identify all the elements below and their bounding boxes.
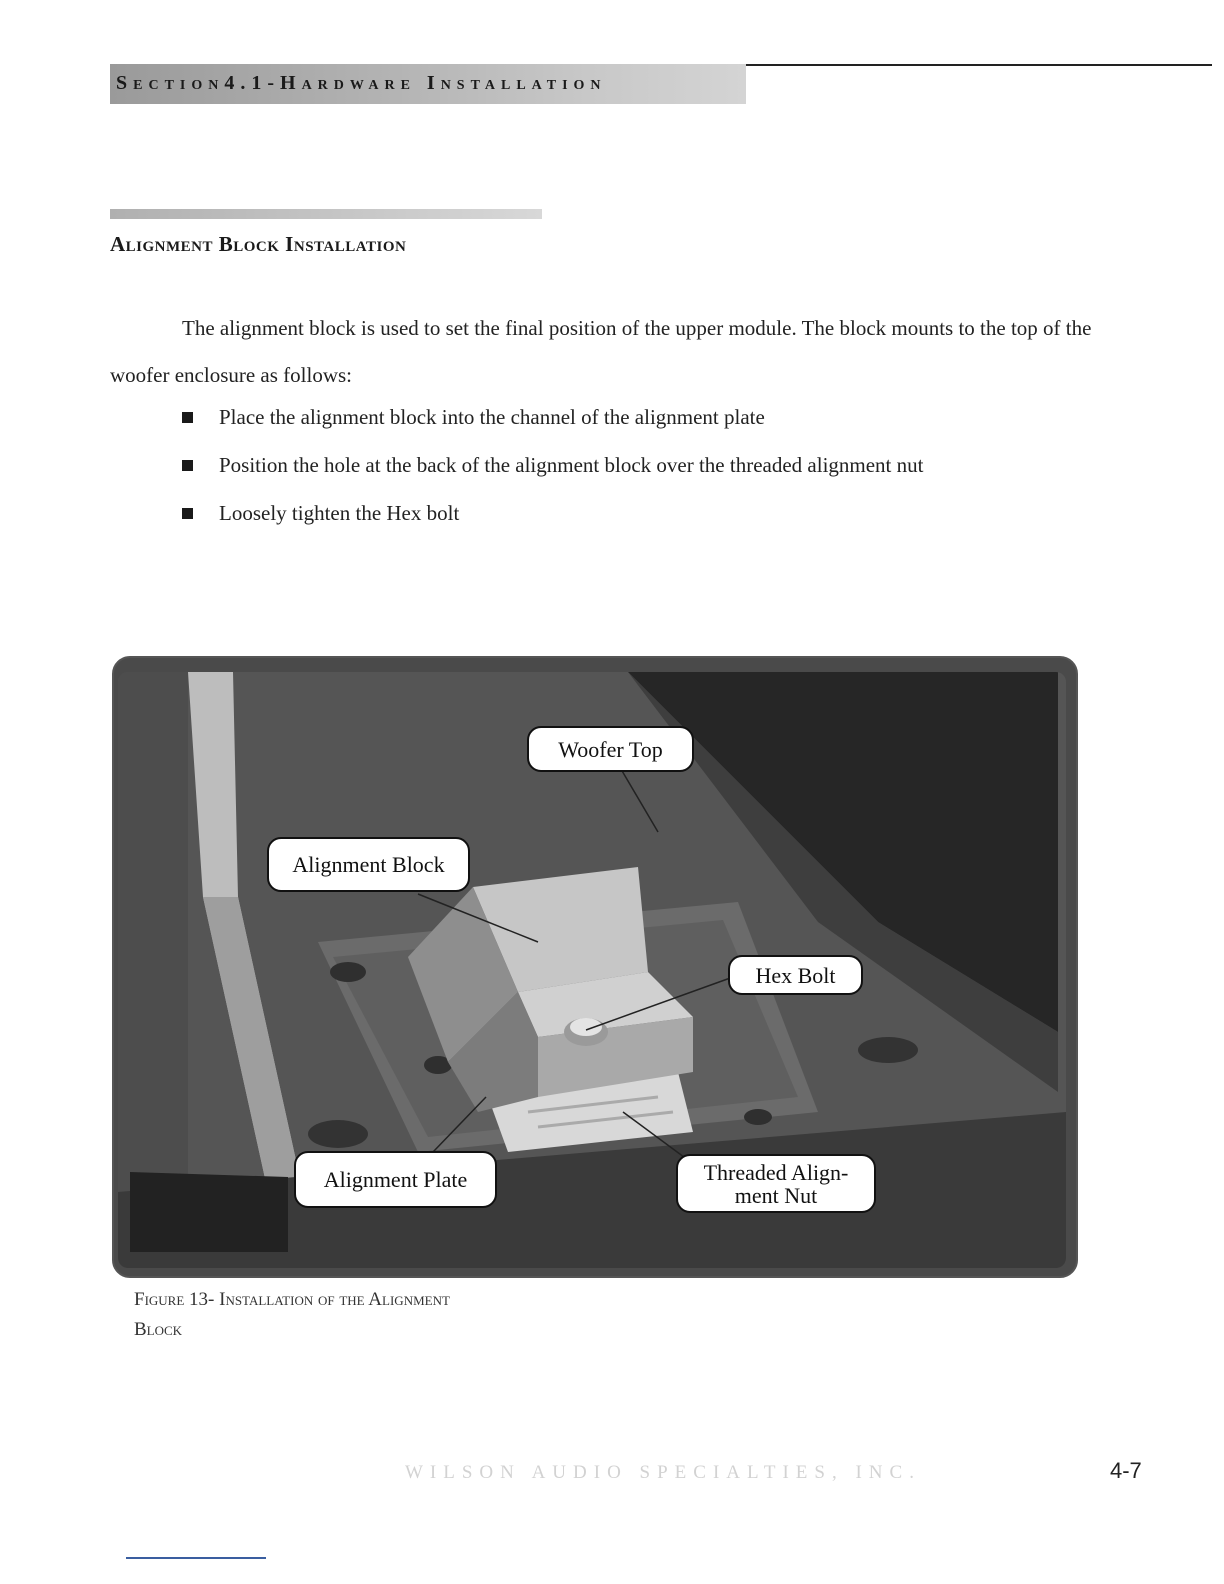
callout-hex-bolt: Hex Bolt [728,955,863,995]
mount-hole [744,1109,772,1125]
instruction-list [182,400,923,544]
bottom-rule [126,1557,266,1559]
callout-alignment-block: Alignment Block [267,837,470,892]
callout-threaded-nut: Threaded Align- ment Nut [676,1154,876,1213]
header-rule [746,64,1212,66]
callout-woofer-top: Woofer Top [527,726,694,772]
bullet-icon [182,412,193,423]
page-number: 4-7 [1110,1458,1142,1483]
footer-company: WILSON AUDIO SPECIALTIES, INC. [405,1462,921,1483]
figure-caption: Figure 13- Installation of the Alignment Block [134,1289,450,1340]
mount-hole [308,1120,368,1148]
intro-paragraph: The alignment block is used to set the final position of the upper module. The block mounts to the top of the woofer enclosure as follows: [110,316,1092,387]
list-item: Position the hole at the back of the alignment block over the threaded alignment nut [182,448,923,496]
bullet-icon [182,460,193,471]
callout-alignment-plate: Alignment Plate [294,1151,497,1208]
list-item: Place the alignment block into the channel of the alignment plate [182,400,923,448]
bullet-icon [182,508,193,519]
subsection-title: Alignment Block Installation [110,232,407,256]
left-panel [118,672,188,1232]
section-title: Section4.1-Hardware Installation [116,72,607,94]
list-item: Loosely tighten the Hex bolt [182,496,923,544]
mount-hole [858,1037,918,1063]
subsection-bar [110,209,542,219]
mount-hole [330,962,366,982]
